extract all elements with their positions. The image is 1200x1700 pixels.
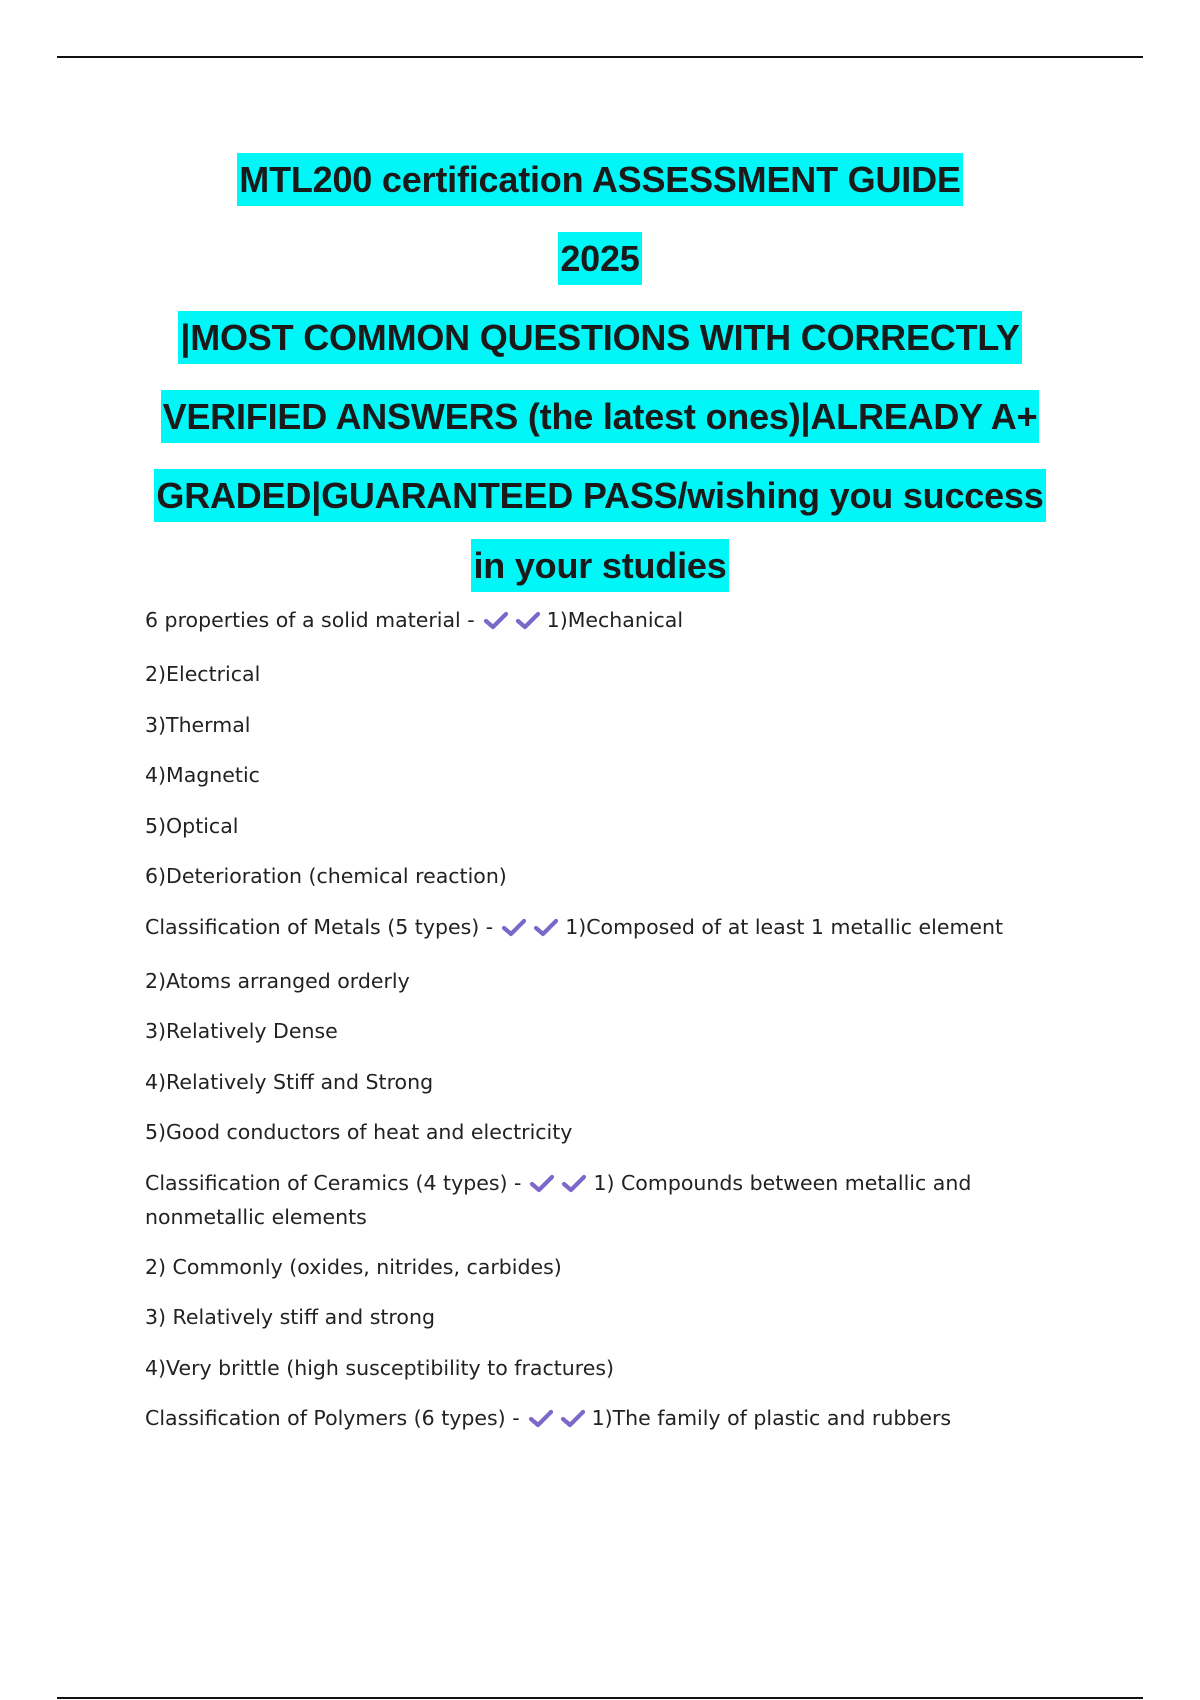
answer-line [145, 708, 1075, 759]
answer-text: 3)Relatively Dense [145, 1019, 338, 1043]
answer-text: 6)Deterioration (chemical reaction) [145, 864, 507, 888]
question-line [145, 1401, 1075, 1455]
answer-text: 3)Thermal [145, 712, 251, 737]
checkmark-icon [528, 1407, 554, 1429]
answer-text: 1)Composed of at least 1 metallic element [565, 914, 1004, 939]
answer-text: 1) Compounds between metallic and nonmetallic elements [145, 1170, 972, 1229]
question-text: 6 properties of a solid material [145, 608, 468, 632]
checkmark-icon [533, 916, 559, 938]
answer-line [145, 964, 1075, 1015]
answer-text: 1)The family of plastic and rubbers [591, 1406, 952, 1430]
answer-line [145, 1014, 1075, 1065]
checkmark-icon [483, 609, 509, 631]
qa-list [145, 603, 1075, 1455]
separator: - [514, 1170, 522, 1195]
answer-text: 4)Very brittle (high susceptibility to fractures) [145, 1355, 615, 1380]
separator: - [467, 608, 475, 632]
answer-text: 1)Mechanical [546, 608, 684, 632]
answer-text: 4)Magnetic [145, 763, 260, 787]
separator: - [485, 914, 494, 939]
answer-line [145, 1300, 1075, 1351]
title-line-1: MTL200 certification ASSESSMENT GUIDE [237, 153, 962, 206]
answer-text: 5)Good conductors of heat and electricity [145, 1120, 573, 1144]
answer-line [145, 1250, 1075, 1301]
answer-line [145, 1115, 1075, 1166]
answer-text: 4)Relatively Stiff and Strong [145, 1069, 434, 1094]
answer-line [145, 758, 1075, 809]
title-line-4: VERIFIED ANSWERS (the latest ones)|ALREADY A+ [161, 390, 1040, 443]
question-line [145, 1166, 1075, 1234]
checkmark-icon [561, 1172, 587, 1194]
answer-line [145, 1351, 1075, 1402]
title-line-6: in your studies [471, 539, 728, 592]
answer-text: 2) Commonly (oxides, nitrides, carbides) [145, 1254, 562, 1279]
question-line [145, 910, 1075, 964]
answer-line [145, 809, 1075, 860]
question-text: Classification of Ceramics (4 types) [145, 1170, 515, 1195]
answer-line [145, 859, 1075, 910]
answer-text: 5)Optical [145, 813, 239, 838]
top-rule [57, 56, 1143, 58]
title-line-5: GRADED|GUARANTEED PASS/wishing you success [154, 469, 1045, 522]
question-text: Classification of Metals (5 types) [145, 914, 486, 939]
answer-text: 2)Electrical [145, 662, 261, 686]
title-line-3: |MOST COMMON QUESTIONS WITH CORRECTLY [178, 311, 1021, 364]
checkmark-icon [560, 1407, 586, 1429]
answer-text: 3) Relatively stiff and strong [145, 1305, 435, 1329]
answer-line [145, 1065, 1075, 1116]
bottom-rule [57, 1697, 1143, 1699]
answer-line [145, 657, 1075, 708]
question-text: Classification of Polymers (6 types) [145, 1406, 513, 1430]
separator: - [512, 1406, 520, 1430]
title-line-2: 2025 [558, 232, 641, 285]
question-line [145, 603, 1075, 657]
answer-text: 2)Atoms arranged orderly [145, 968, 410, 993]
checkmark-icon [529, 1172, 555, 1194]
checkmark-icon [515, 609, 541, 631]
document-title [0, 140, 1200, 597]
checkmark-icon [501, 916, 527, 938]
